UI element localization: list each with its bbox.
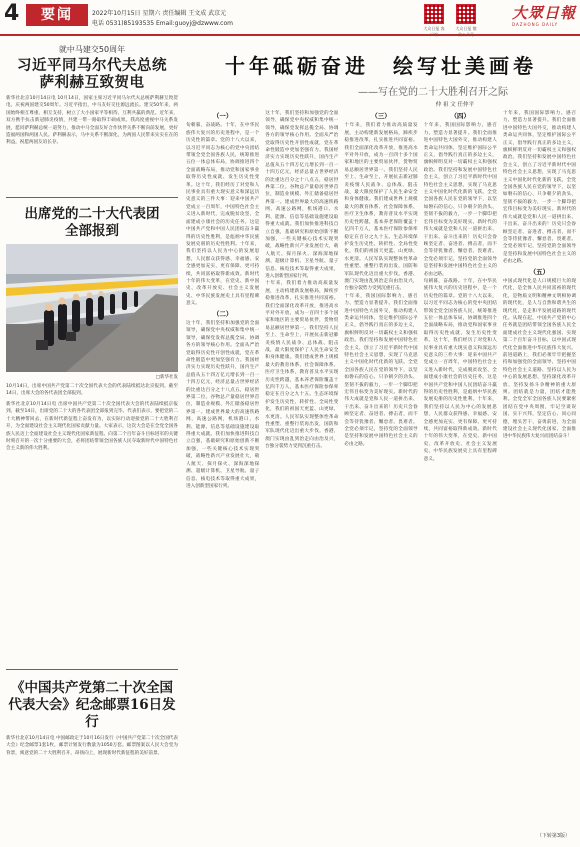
main-title[interactable]: 十年砥砺奋进 绘写壮美画卷 [225,54,537,78]
article-text: 十年来，我国国际影响力、感召力、塑造力显著提升。我们全面推进中国特色大国外交，推动构建人类命运共同体，坚定维护国际公平正义，倡导践行真正的多边主义，旗帜鲜明反对一切霸权主义和强权政治。我们坚持和发展中国特色社会主义，创立了习近平新时代中国特色社会主义思想，实现了马克思主义中国化时代化新的飞跃。全党全国各族人民在党的领导下，以坚如磐石的信心、只争朝夕的劲头、坚韧不拔的毅力，一步一个脚印把宏伟目标变为美好现实。新时代的伟大成就是党和人民一道拼出来、干出来、奋斗出来的！历史只会眷顾坚定者、奋进者、搏击者，而不会等待犹豫者、懈怠者、畏难者。全党必须牢记，坚持党的全面领导是坚持和发展中国特色社会主义的必由之路。 [502,111,577,265]
main-subtitle: ——写在党的二十大胜利召开之际 [358,87,508,98]
section-number: （二） [212,309,233,318]
article-column [186,110,259,845]
divider [6,669,178,670]
photo-credit: □新华社发 [155,375,178,380]
article-text: 这十年，我们坚持和加强党的全面领导，确保党中央权威和集中统一领导，确保党发挥总揽全局、协调各方的领导核心作用。全面从严治党取得历史性开创性成就，党在革命性锻造中更加坚强有力。我国经济实力实现历史性跃升，国内生产总值从五十四万亿元增长到一百一十四万亿元，经济总量占世界经济的比重达百分之十八点五，稳居世界第二位。谷物总产量稳居世界首位，制造业规模、外汇储备稳居世界第一。建成世界最大的高速铁路网、高速公路网，机场港口、水利、能源、信息等基础设施建设取得重大成就。我们加快推进科技自立自强，基础研究和原始创新不断加强，一些关键核心技术实现突破，战略性新兴产业发展壮大，载人航天、探月探火、深海深地探测、超级计算机、卫星导航、量子信息、核电技术等取得重大成果，进入创新型国家行列。 [265,111,339,279]
article-columns [186,110,576,845]
headline-line: 出席党的二十大代表团 [24,206,160,222]
story1-body: 新华社北京10月14日电 10月14日，国家主席习近平同马尔代夫总统萨利赫互致贺电，庆祝两国建交50周年。习近平指出，中马友好交往源远流长。建交50年来，两国始终相互尊重、相互支持，树立了大小国家平等相待、互利共赢的典范。近年来，双方携手抗击新冠肺炎疫情，共建一带一路取得丰硕成果。我高度重视中马关系发展，愿同萨利赫总统一道努力，推动中马全面友好合作伙伴关系不断向前发展，更好造福两国和两国人民。萨利赫表示，马中关系不断深化，为两国人民带来实实在在的利益。祝愿两国友谊长存。 [6,96,178,146]
story2-body: 新华社北京10月14日电 出席中国共产党第二十次全国代表大会的代表陆续抵京报到。截至14日，出席党的二十大的各代表团全部报到完毕。代表们表示，要把党的二十大精神带回去，在新时代新征程上奋发有为，以实际行动迎接党的二十大胜利召开，为全面建设社会主义现代化国家贡献力量。大家表示，这次大会是在全党全国各族人民迈上全面建设社会主义现代化国家新征程、向第二个百年奋斗目标进军的关键时刻召开的一次十分重要的大会，必将团结带领全国各族人民夺取新时代中国特色社会主义新的伟大胜利。 [6,402,178,452]
section-number: （五） [529,267,550,276]
article-text: 旬朝暮，奋战路。十年，在中华民族伟大复兴的历史进程中，是一个历史性的篇章。党的十八大以来，以习近平同志为核心的党中央团结带领全党全国各族人民，统筹推进五位一体总体布局，协调推进四个全面战略布局，推动党和国家事业取得历史性成就、发生历史性变革。这十年，我们经历了对党和人民事业具有重大现实意义和深远历史意义的三件大事：迎来中国共产党成立一百周年，中国特色社会主义进入新时代，完成脱贫攻坚、全面建成小康社会的历史任务。这是中国共产党和中国人民团结奋斗赢得的历史性胜利，是彪炳中华民族发展史册的历史性胜利。十年来，我们坚持以人民为中心的发展思想，人民群众获得感、幸福感、安全感更加充实、更有保障、更可持续，共同富裕取得新成效。新时代十年的伟大变革，在党史、新中国史、改革开放史、社会主义发展史、中华民族发展史上具有里程碑意义。 [186,123,260,307]
article-text: 十年来，我们着力推动高质量发展，主动构建新发展格局，蹄疾步稳推进改革，扎实推进共同富裕。我们全面深化改革开放，推进高水平对外开放，成为一百四十多个国家和地区的主要贸易伙伴，货物贸易总额居世界第一。我们坚持人民至上、生命至上，开展抗击新冠肺炎疫情人民战争、总体战、阻击战，最大限度保护了人民生命安全和身体健康。我们建成世界上规模最大的教育体系、社会保障体系、医疗卫生体系，教育普及水平实现历史性跨越，基本养老保险覆盖十亿四千万人，基本医疗保险参保率稳定在百分之九十五。生态环境保护发生历史性、转折性、全局性变化，我们的祖国天更蓝、山更绿、水更清。人民军队实现整体性革命性重塑、重整行装再出发，国防和军队现代化迈出重大步伐。香港、澳门实现由乱到治走向由治及兴，台独分裂势力受到沉重打击。 [344,123,418,292]
article-text: 十年来，我国国际影响力、感召力、塑造力显著提升。我们全面推进中国特色大国外交，推动构建人类命运共同体，坚定维护国际公平正义，倡导践行真正的多边主义，旗帜鲜明反对一切霸权主义和强权政治。我们坚持和发展中国特色社会主义，创立了习近平新时代中国特色社会主义思想，实现了马克思主义中国化时代化新的飞跃。全党全国各族人民在党的领导下，以坚如磐石的信心、只争朝夕的劲头、坚韧不拔的毅力，一步一个脚印把宏伟目标变为美好现实。新时代的伟大成就是党和人民一道拼出来、干出来、奋斗出来的！历史只会眷顾坚定者、奋进者、搏击者，而不会等待犹豫者、懈怠者、畏难者。全党必须牢记，坚持党的全面领导是坚持和发展中国特色社会主义的必由之路。 [423,123,497,277]
story1-kicker: 就中马建交50周年 [58,45,126,54]
page-header [0,0,580,36]
headline-line: 《中国共产党第二十次全国 [11,680,173,696]
left-column [6,40,178,831]
article-text: 中国式现代化是人口规模巨大的现代化，是全体人民共同富裕的现代化，是物质文明和精神文明相协调的现代化，是人与自然和谐共生的现代化，是走和平发展道路的现代化。从现在起，中国共产党的中心任务就是团结带领全国各族人民全面建成社会主义现代化强国、实现第二个百年奋斗目标，以中国式现代化全面推进中华民族伟大复兴。前进道路上，我们必须牢牢把握坚持和加强党的全面领导、坚持中国特色社会主义道路、坚持以人民为中心的发展思想、坚持深化改革开放、坚持发扬斗争精神的重大原则。团结就是力量，团结才能胜利。全党全军全国各族人民要紧密团结在党中央周围，牢记空谈误国、实干兴邦，坚定信心、同心同德，埋头苦干、奋勇前进，为全面建设社会主义现代化国家、全面推进中华民族伟大复兴而团结奋斗！ [502,278,577,440]
article-column [424,110,497,845]
page-number: 4 [4,1,20,26]
article-text: 十年来，我们着力推动高质量发展，主动构建新发展格局，蹄疾步稳推进改革，扎实推进共同富裕。我们全面深化改革开放，推进高水平对外开放，成为一百四十多个国家和地区的主要贸易伙伴，货物贸易总额居世界第一。我们坚持人民至上、生命至上，开展抗击新冠肺炎疫情人民战争、总体战、阻击战，最大限度保护了人民生命安全和身体健康。我们建成世界上规模最大的教育体系、社会保障体系、医疗卫生体系，教育普及水平实现历史性跨越，基本养老保险覆盖十亿四千万人，基本医疗保险参保率稳定在百分之九十五。生态环境保护发生历史性、转折性、全局性变化，我们的祖国天更蓝、山更绿、水更清。人民军队实现整体性革命性重塑、重整行装再出发，国防和军队现代化迈出重大步伐。香港、澳门实现由乱到治走向由治及兴，台独分裂势力受到沉重打击。 [265,281,339,450]
newspaper-logo-sub: DAZHONG DAILY [512,22,559,27]
story3-body: 新华社北京10月14日电 中国邮政定于10月16日发行《中国共产党第二十次全国代表大会》纪念邮票1套1枚，邮票计划发行数量为1050万套。邮票图案以人民大会堂为背景，寓意党的二十大胜利召开，昂扬向上，展现新时代新征程的美好前景。 [6,736,178,756]
photo-caption: 10月14日，出席中国共产党第二十次全国代表大会的代表陆续抵达北京报到。截至14日，出席大会的各代表团全部报到。 [6,384,178,396]
headline-line: 代表大会》纪念邮票16日发行 [8,697,176,730]
story2-headline[interactable] [6,206,178,240]
headline-line: 全部报到 [65,223,119,239]
section-number: （三） [371,112,391,120]
article-text: 这十年，我们坚持和加强党的全面领导，确保党中央权威和集中统一领导，确保党发挥总揽全局、协调各方的领导核心作用。全面从严治党取得历史性开创性成就，党在革命性锻造中更加坚强有力。我国经济实力实现历史性跃升，国内生产总值从五十四万亿元增长到一百一十四万亿元，经济总量占世界经济的比重达百分之十八点五，稳居世界第二位。谷物总产量稳居世界首位，制造业规模、外汇储备稳居世界第一。建成世界最大的高速铁路网、高速公路网，机场港口、水利、能源、信息等基础设施建设取得重大成就。我们加快推进科技自立自强，基础研究和原始创新不断加强，一些关键核心技术实现突破，战略性新兴产业发展壮大，载人航天、探月探火、深海深地探测、超级计算机、卫星导航、量子信息、核电技术等取得重大成果，进入创新型国家行列。 [186,320,260,489]
continuation-note: （下转第3版） [536,833,570,839]
article-column [503,110,576,845]
qr-code-icon[interactable] [424,4,444,24]
qr-code-icon[interactable] [456,4,476,24]
article-text: 十年来，我国国际影响力、感召力、塑造力显著提升。我们全面推进中国特色大国外交，推动构建人类命运共同体，坚定维护国际公平正义，倡导践行真正的多边主义，旗帜鲜明反对一切霸权主义和强权政治。我们坚持和发展中国特色社会主义，创立了习近平新时代中国特色社会主义思想，实现了马克思主义中国化时代化新的飞跃。全党全国各族人民在党的领导下，以坚如磐石的信心、只争朝夕的劲头、坚韧不拔的毅力，一步一个脚印把宏伟目标变为美好现实。新时代的伟大成就是党和人民一道拼出来、干出来、奋斗出来的！历史只会眷顾坚定者、奋进者、搏击者，而不会等待犹豫者、懈怠者、畏难者。全党必须牢记，坚持党的全面领导是坚持和发展中国特色社会主义的必由之路。 [344,293,418,447]
divider [6,197,178,198]
article-column [265,110,338,845]
article-column [344,110,417,845]
newspaper-logo: 大眾日報 [512,4,577,22]
qr-caption: 大众日报 微信公众号 [455,26,477,37]
section-number: （一） [212,112,233,120]
qr-caption: 大众日报 客户端 [423,26,445,37]
date-editor-line: 2022年10月15日 星期六 责任编辑 王文成 武京元 [92,10,227,17]
story3-headline[interactable] [6,680,178,731]
photo-image [6,244,178,372]
story1-headline[interactable] [6,57,178,91]
headline-line: 萨利赫互致贺电 [39,74,145,91]
byline: 仲 祖 文 任仲平 [435,102,474,108]
delegates-photo [6,244,178,372]
section-label: 要闻 [26,4,88,26]
headline-line: 习近平同马尔代夫总统 [17,57,167,74]
contact-line: 电话 0531)85193535 Email:guoyj@dzwww.com [92,20,233,27]
article-text: 旬朝暮，奋战路。十年，在中华民族伟大复兴的历史进程中，是一个历史性的篇章。党的十八大以来，以习近平同志为核心的党中央团结带领全党全国各族人民，统筹推进五位一体总体布局，协调推进四个全面战略布局，推动党和国家事业取得历史性成就、发生历史性变革。这十年，我们经历了对党和人民事业具有重大现实意义和深远历史意义的三件大事：迎来中国共产党成立一百周年，中国特色社会主义进入新时代，完成脱贫攻坚、全面建成小康社会的历史任务。这是中国共产党和中国人民团结奋斗赢得的历史性胜利，是彪炳中华民族发展史册的历史性胜利。十年来，我们坚持以人民为中心的发展思想，人民群众获得感、幸福感、安全感更加充实、更有保障、更可持续，共同富裕取得新成效。新时代十年的伟大变革，在党史、新中国史、改革开放史、社会主义发展史、中华民族发展史上具有里程碑意义。 [423,278,497,462]
section-number: （四） [450,112,470,120]
main-article [186,40,577,489]
